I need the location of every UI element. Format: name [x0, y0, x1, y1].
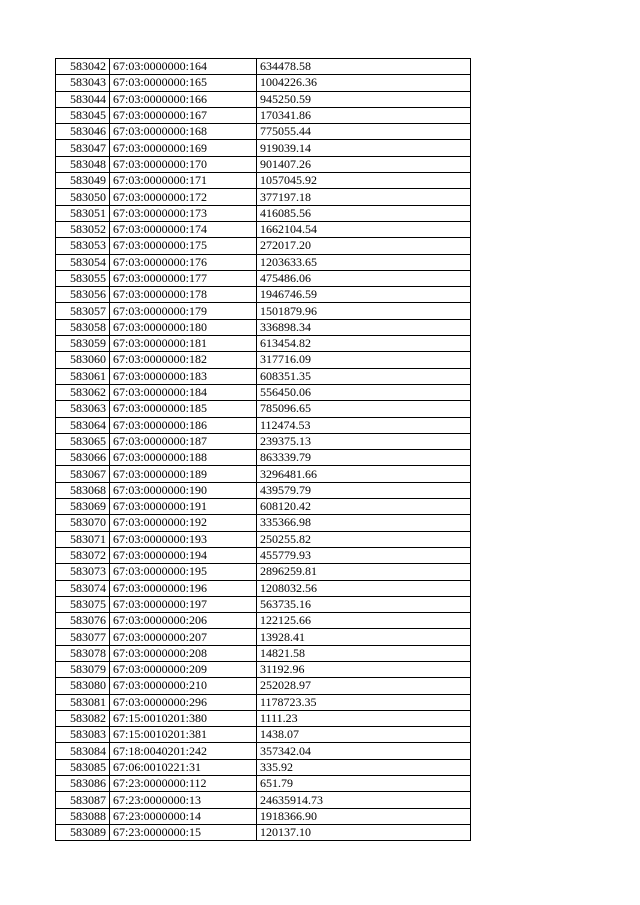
cadastral-value-cell: 439579.79: [257, 482, 471, 498]
cadastral-number-cell: 67:03:0000000:175: [110, 238, 257, 254]
row-number-cell: 583073: [56, 564, 110, 580]
cadastral-value-cell: 239375.13: [257, 433, 471, 449]
table-row: [56, 694, 471, 710]
table-row: [56, 450, 471, 466]
table-row: [56, 173, 471, 189]
cadastral-number-cell: 67:03:0000000:186: [110, 417, 257, 433]
cadastral-number-cell: 67:03:0000000:209: [110, 661, 257, 677]
cadastral-number-cell: 67:03:0000000:171: [110, 173, 257, 189]
table-row: [56, 303, 471, 319]
cadastral-value-cell: 357342.04: [257, 743, 471, 759]
table-row: [56, 384, 471, 400]
row-number-cell: 583077: [56, 629, 110, 645]
table-row: [56, 580, 471, 596]
cadastral-number-cell: 67:03:0000000:193: [110, 531, 257, 547]
cadastral-number-cell: 67:06:0010221:31: [110, 759, 257, 775]
cadastral-number-cell: 67:15:0010201:380: [110, 710, 257, 726]
cadastral-number-cell: 67:03:0000000:179: [110, 303, 257, 319]
row-number-cell: 583054: [56, 254, 110, 270]
cadastral-number-cell: 67:03:0000000:194: [110, 547, 257, 563]
cadastral-value-cell: 556450.06: [257, 384, 471, 400]
cadastral-value-cell: 563735.16: [257, 596, 471, 612]
cadastral-value-cell: 785096.65: [257, 401, 471, 417]
cadastral-value-cell: 1918366.90: [257, 808, 471, 824]
cadastral-number-cell: 67:03:0000000:165: [110, 75, 257, 91]
cadastral-value-cell: 3296481.66: [257, 466, 471, 482]
table-row: [56, 319, 471, 335]
cadastral-value-cell: 945250.59: [257, 91, 471, 107]
row-number-cell: 583055: [56, 270, 110, 286]
table-row: [56, 808, 471, 824]
cadastral-value-cell: 1438.07: [257, 727, 471, 743]
cadastral-value-cell: 250255.82: [257, 531, 471, 547]
row-number-cell: 583047: [56, 140, 110, 156]
cadastral-value-cell: 475486.06: [257, 270, 471, 286]
row-number-cell: 583067: [56, 466, 110, 482]
cadastral-value-cell: 416085.56: [257, 205, 471, 221]
table-row: [56, 466, 471, 482]
cadastral-value-cell: 170341.86: [257, 107, 471, 123]
cadastral-number-cell: 67:03:0000000:178: [110, 287, 257, 303]
cadastral-value-cell: 608120.42: [257, 499, 471, 515]
table-row: [56, 678, 471, 694]
table-row: [56, 743, 471, 759]
cadastral-number-cell: 67:23:0000000:14: [110, 808, 257, 824]
table-row: [56, 124, 471, 140]
cadastral-value-cell: 14821.58: [257, 645, 471, 661]
table-row: [56, 107, 471, 123]
cadastral-value-cell: 377197.18: [257, 189, 471, 205]
cadastral-value-cell: 252028.97: [257, 678, 471, 694]
cadastral-number-cell: 67:03:0000000:180: [110, 319, 257, 335]
cadastral-number-cell: 67:03:0000000:181: [110, 336, 257, 352]
cadastral-number-cell: 67:03:0000000:190: [110, 482, 257, 498]
cadastral-number-cell: 67:03:0000000:196: [110, 580, 257, 596]
table-row: [56, 75, 471, 91]
cadastral-value-cell: 335366.98: [257, 515, 471, 531]
row-number-cell: 583042: [56, 59, 110, 75]
cadastral-number-cell: 67:03:0000000:170: [110, 156, 257, 172]
cadastral-value-cell: 31192.96: [257, 661, 471, 677]
table-row: [56, 59, 471, 75]
row-number-cell: 583064: [56, 417, 110, 433]
row-number-cell: 583048: [56, 156, 110, 172]
cadastral-number-cell: 67:23:0000000:15: [110, 824, 257, 840]
table-row: [56, 401, 471, 417]
cadastral-number-cell: 67:03:0000000:169: [110, 140, 257, 156]
table-row: [56, 613, 471, 629]
table-body: [56, 59, 471, 841]
row-number-cell: 583063: [56, 401, 110, 417]
cadastral-value-cell: 2896259.81: [257, 564, 471, 580]
cadastral-number-cell: 67:03:0000000:206: [110, 613, 257, 629]
row-number-cell: 583061: [56, 368, 110, 384]
cadastral-number-cell: 67:03:0000000:172: [110, 189, 257, 205]
table-row: [56, 417, 471, 433]
table-row: [56, 270, 471, 286]
row-number-cell: 583049: [56, 173, 110, 189]
cadastral-value-cell: 1178723.35: [257, 694, 471, 710]
row-number-cell: 583045: [56, 107, 110, 123]
cadastral-number-cell: 67:23:0000000:13: [110, 792, 257, 808]
cadastral-number-cell: 67:03:0000000:174: [110, 221, 257, 237]
table-row: [56, 727, 471, 743]
cadastral-number-cell: 67:03:0000000:183: [110, 368, 257, 384]
table-row: [56, 238, 471, 254]
cadastral-value-cell: 122125.66: [257, 613, 471, 629]
cadastral-value-cell: 651.79: [257, 776, 471, 792]
table-row: [56, 433, 471, 449]
cadastral-value-cell: 1662104.54: [257, 221, 471, 237]
row-number-cell: 583046: [56, 124, 110, 140]
row-number-cell: 583056: [56, 287, 110, 303]
cadastral-value-cell: 1501879.96: [257, 303, 471, 319]
row-number-cell: 583050: [56, 189, 110, 205]
cadastral-value-cell: 112474.53: [257, 417, 471, 433]
row-number-cell: 583070: [56, 515, 110, 531]
row-number-cell: 583062: [56, 384, 110, 400]
table-row: [56, 515, 471, 531]
table-row: [56, 156, 471, 172]
table-row: [56, 205, 471, 221]
cadastral-number-cell: 67:03:0000000:168: [110, 124, 257, 140]
cadastral-value-table: [55, 58, 471, 841]
table-row: [56, 254, 471, 270]
row-number-cell: 583044: [56, 91, 110, 107]
table-row: [56, 710, 471, 726]
cadastral-number-cell: 67:03:0000000:187: [110, 433, 257, 449]
row-number-cell: 583060: [56, 352, 110, 368]
table-row: [56, 759, 471, 775]
row-number-cell: 583076: [56, 613, 110, 629]
row-number-cell: 583052: [56, 221, 110, 237]
cadastral-value-cell: 335.92: [257, 759, 471, 775]
row-number-cell: 583078: [56, 645, 110, 661]
row-number-cell: 583086: [56, 776, 110, 792]
table-row: [56, 482, 471, 498]
cadastral-number-cell: 67:03:0000000:177: [110, 270, 257, 286]
cadastral-value-cell: 863339.79: [257, 450, 471, 466]
row-number-cell: 583081: [56, 694, 110, 710]
cadastral-value-cell: 24635914.73: [257, 792, 471, 808]
row-number-cell: 583058: [56, 319, 110, 335]
cadastral-value-cell: 613454.82: [257, 336, 471, 352]
cadastral-value-cell: 272017.20: [257, 238, 471, 254]
cadastral-number-cell: 67:03:0000000:182: [110, 352, 257, 368]
cadastral-value-cell: 120137.10: [257, 824, 471, 840]
cadastral-value-cell: 13928.41: [257, 629, 471, 645]
row-number-cell: 583053: [56, 238, 110, 254]
cadastral-number-cell: 67:03:0000000:195: [110, 564, 257, 580]
table-row: [56, 287, 471, 303]
table-row: [56, 221, 471, 237]
table-row: [56, 629, 471, 645]
row-number-cell: 583080: [56, 678, 110, 694]
cadastral-number-cell: 67:03:0000000:189: [110, 466, 257, 482]
cadastral-number-cell: 67:03:0000000:184: [110, 384, 257, 400]
row-number-cell: 583089: [56, 824, 110, 840]
cadastral-number-cell: 67:15:0010201:381: [110, 727, 257, 743]
row-number-cell: 583059: [56, 336, 110, 352]
table-row: [56, 499, 471, 515]
cadastral-number-cell: 67:03:0000000:208: [110, 645, 257, 661]
row-number-cell: 583069: [56, 499, 110, 515]
row-number-cell: 583087: [56, 792, 110, 808]
cadastral-value-cell: 634478.58: [257, 59, 471, 75]
cadastral-number-cell: 67:03:0000000:185: [110, 401, 257, 417]
cadastral-value-cell: 919039.14: [257, 140, 471, 156]
row-number-cell: 583075: [56, 596, 110, 612]
table-row: [56, 368, 471, 384]
table-row: [56, 792, 471, 808]
cadastral-value-cell: 608351.35: [257, 368, 471, 384]
row-number-cell: 583043: [56, 75, 110, 91]
row-number-cell: 583072: [56, 547, 110, 563]
row-number-cell: 583066: [56, 450, 110, 466]
table-row: [56, 776, 471, 792]
cadastral-number-cell: 67:03:0000000:176: [110, 254, 257, 270]
cadastral-value-cell: 1208032.56: [257, 580, 471, 596]
table-row: [56, 91, 471, 107]
cadastral-number-cell: 67:03:0000000:167: [110, 107, 257, 123]
cadastral-number-cell: 67:03:0000000:296: [110, 694, 257, 710]
row-number-cell: 583088: [56, 808, 110, 824]
row-number-cell: 583057: [56, 303, 110, 319]
cadastral-value-cell: 1004226.36: [257, 75, 471, 91]
cadastral-number-cell: 67:23:0000000:112: [110, 776, 257, 792]
table-row: [56, 531, 471, 547]
cadastral-value-cell: 1111.23: [257, 710, 471, 726]
table-row: [56, 564, 471, 580]
cadastral-number-cell: 67:03:0000000:164: [110, 59, 257, 75]
cadastral-value-cell: 1203633.65: [257, 254, 471, 270]
row-number-cell: 583079: [56, 661, 110, 677]
cadastral-value-cell: 901407.26: [257, 156, 471, 172]
cadastral-value-cell: 455779.93: [257, 547, 471, 563]
row-number-cell: 583085: [56, 759, 110, 775]
row-number-cell: 583051: [56, 205, 110, 221]
cadastral-number-cell: 67:03:0000000:192: [110, 515, 257, 531]
table-row: [56, 189, 471, 205]
cadastral-value-cell: 1946746.59: [257, 287, 471, 303]
row-number-cell: 583065: [56, 433, 110, 449]
row-number-cell: 583083: [56, 727, 110, 743]
table-row: [56, 336, 471, 352]
cadastral-value-cell: 317716.09: [257, 352, 471, 368]
table-row: [56, 661, 471, 677]
table-row: [56, 645, 471, 661]
cadastral-number-cell: 67:03:0000000:188: [110, 450, 257, 466]
row-number-cell: 583084: [56, 743, 110, 759]
row-number-cell: 583082: [56, 710, 110, 726]
cadastral-number-cell: 67:03:0000000:210: [110, 678, 257, 694]
cadastral-value-cell: 1057045.92: [257, 173, 471, 189]
table-row: [56, 352, 471, 368]
row-number-cell: 583071: [56, 531, 110, 547]
row-number-cell: 583074: [56, 580, 110, 596]
cadastral-number-cell: 67:03:0000000:207: [110, 629, 257, 645]
cadastral-number-cell: 67:03:0000000:197: [110, 596, 257, 612]
row-number-cell: 583068: [56, 482, 110, 498]
table-row: [56, 824, 471, 840]
cadastral-value-cell: 775055.44: [257, 124, 471, 140]
table-row: [56, 140, 471, 156]
cadastral-number-cell: 67:03:0000000:173: [110, 205, 257, 221]
cadastral-number-cell: 67:03:0000000:166: [110, 91, 257, 107]
cadastral-number-cell: 67:03:0000000:191: [110, 499, 257, 515]
table-row: [56, 596, 471, 612]
table-row: [56, 547, 471, 563]
cadastral-value-cell: 336898.34: [257, 319, 471, 335]
cadastral-number-cell: 67:18:0040201:242: [110, 743, 257, 759]
